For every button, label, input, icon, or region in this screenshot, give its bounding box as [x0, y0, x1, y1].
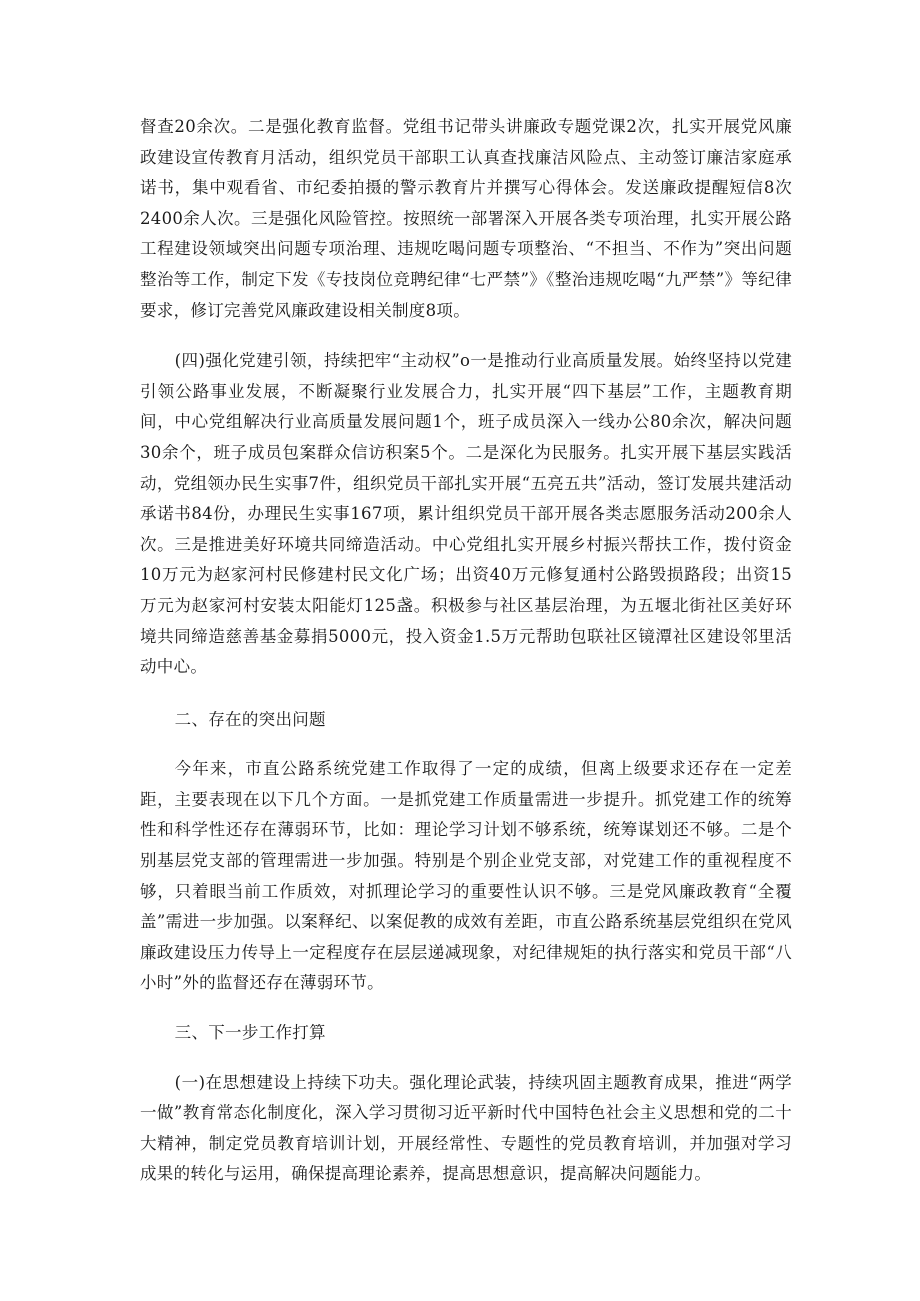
paragraph-party-leadership: (四)强化党建引领，持续把牢“主动权”o一是推动行业高质量发展。始终坚持以党建引领公路事业发展，不断凝聚行业发展合力，扎实开展“四下基层”工作，主题教育期间，中心党组解决行业高质量发展问题1个，班子成员深入一线办公80余次，解决问题30余个，班子成员包案群众信访积案5个。二是深化为民服务。扎实开展下基层实践活动，党组领办民生实事7件，组织党员干部扎实开展“五亮五共”活动，签订发展共建活动承诺书84份，办理民生实事167项，累计组织党员干部开展各类志愿服务活动200余人次。三是推进美好环境共同缔造活动。中心党组扎实开展乡村振兴帮扶工作，拨付资金10万元为赵家河村民修建村民文化广场；出资40万元修复通村公路毁损路段；出资15万元为赵家河村安装太阳能灯125盏。积极参与社区基层治理，为五堰北街社区美好环境共同缔造慈善基金募捐5000元，投入资金1.5万元帮助包联社区镜潭社区建设邻里活动中心。 [140, 351, 792, 677]
paragraph-spacer [140, 999, 792, 1018]
document-body [140, 112, 792, 1190]
paragraph-spacer [140, 326, 792, 346]
paragraph-spacer [140, 1049, 792, 1068]
section-heading-next-steps: 三、下一步工作打算 [174, 1023, 326, 1043]
paragraph-spacer [140, 735, 792, 754]
paragraph-discipline-supervision: 督查20余次。二是强化教育监督。党组书记带头讲廉政专题党课2次，扎实开展党风廉政建设宣传教育月活动，组织党员干部职工认真查找廉洁风险点、主动签订廉洁家庭承诺书，集中观看省、市纪委拍摄的警示教育片并撰写心得体会。发送廉政提醒短信8次2400余人次。三是强化风险管控。按照统一部署深入开展各类专项治理，扎实开展公路工程建设领域突出问题专项治理、违规吃喝问题专项整治、“不担当、不作为”突出问题整治等工作，制定下发《专技岗位竞聘纪律“七严禁”》《整治违规吃喝“九严禁”》等纪律要求，修订完善党风廉政建设相关制度8项。 [140, 117, 792, 320]
paragraph-spacer [140, 683, 792, 705]
section-heading-problems: 二、存在的突出问题 [174, 709, 326, 729]
paragraph-ideological-building: (一)在思想建设上持续下功夫。强化理论武装，持续巩固主题教育成果，推进“两学一做”教育常态化制度化，深入学习贯彻习近平新时代中国特色社会主义思想和党的二十大精神，制定党员教育培训计划，开展经常性、专题性的党员教育培训，并加强对学习成果的转化与运用，确保提高理论素养，提高思想意识，提高解决问题能力。 [140, 1072, 792, 1184]
paragraph-problems: 今年来，市直公路系统党建工作取得了一定的成绩，但离上级要求还存在一定差距，主要表现在以下几个方面。一是抓党建工作质量需进一步提升。抓党建工作的统筹性和科学性还存在薄弱环节，比如：理论学习计划不够系统，统筹谋划还不够。二是个别基层党支部的管理需进一步加强。特别是个别企业党支部，对党建工作的重视程度不够，只着眼当前工作质效，对抓理论学习的重要性认识不够。三是党风廉政教育“全覆盖”需进一步加强。以案释纪、以案促教的成效有差距，市直公路系统基层党组织在党风廉政建设压力传导上一定程度存在层层递减现象，对纪律规矩的执行落实和党员干部“八小时”外的监督还存在薄弱环节。 [140, 759, 792, 993]
